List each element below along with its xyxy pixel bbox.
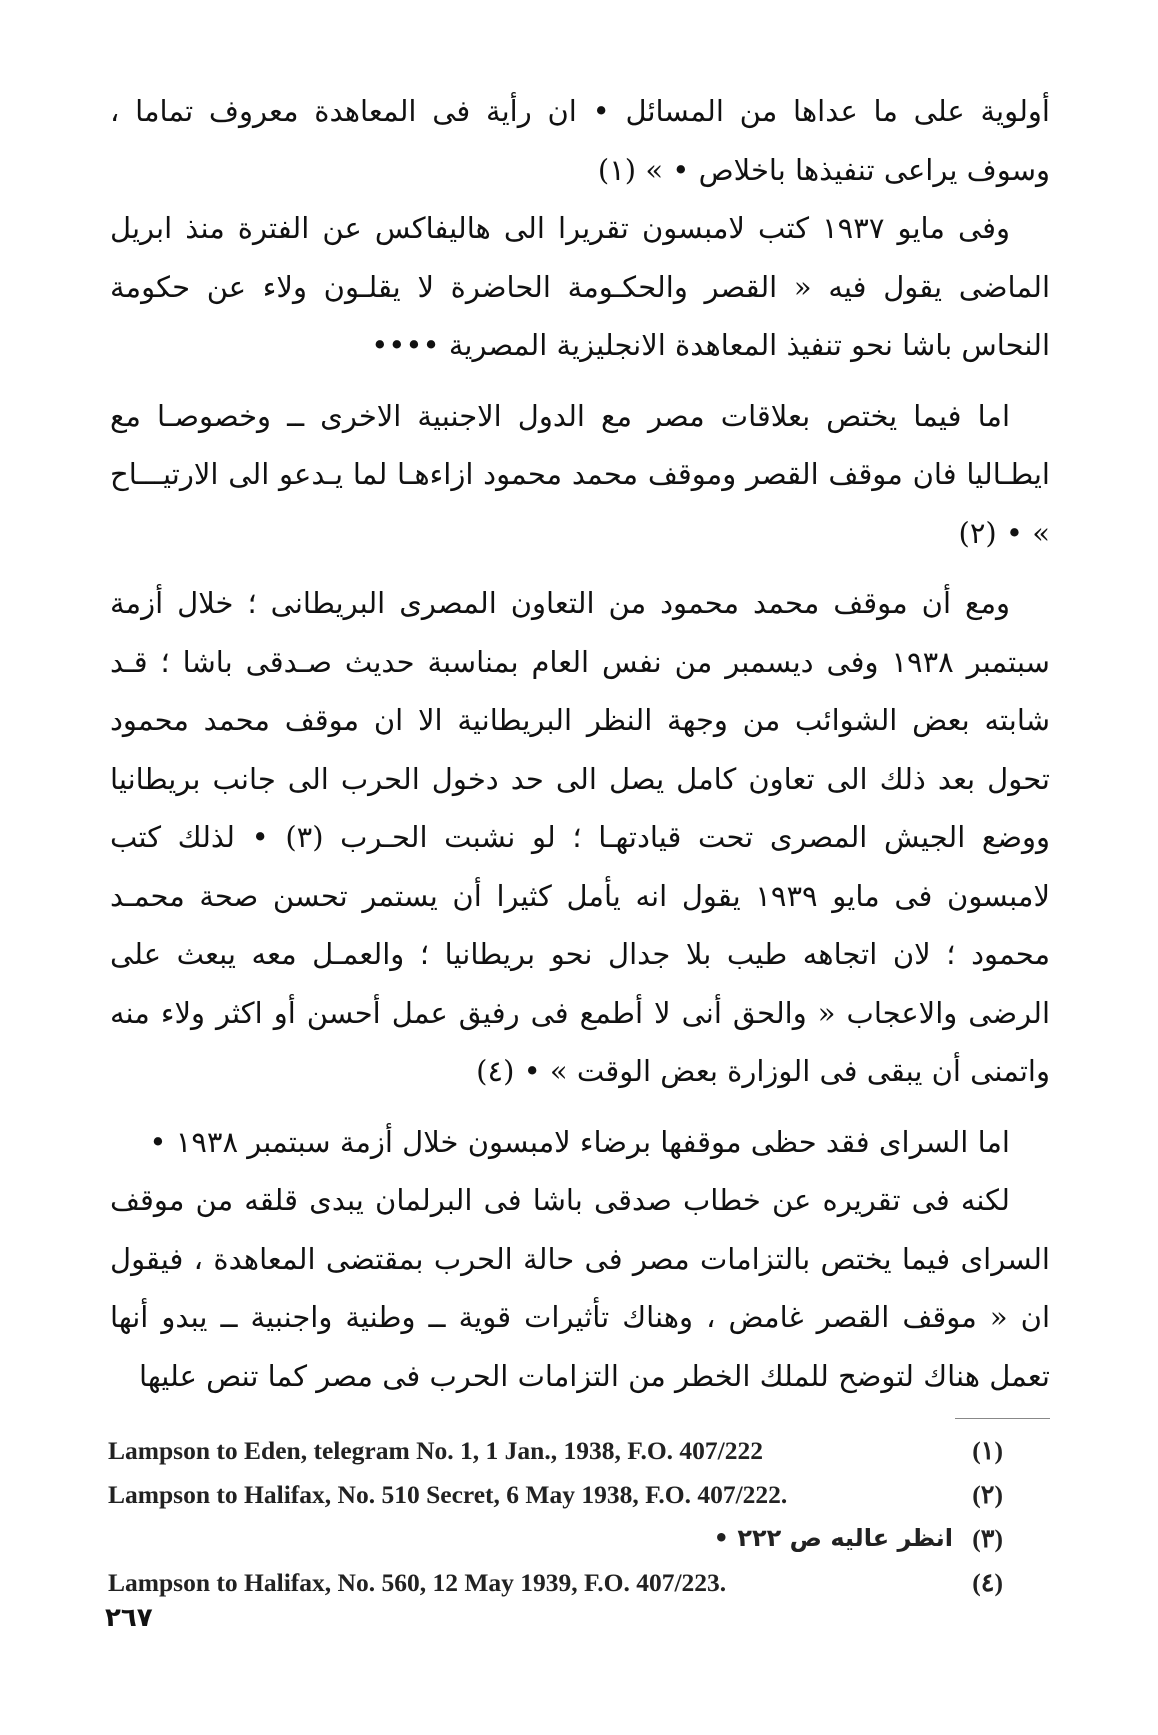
footnote-text: Lampson to Eden, telegram No. 1, 1 Jan., 1938, F.O. 407/222: [108, 1436, 763, 1465]
footnote-number: (٢): [972, 1480, 1003, 1509]
footnote-number: (٤): [972, 1568, 1003, 1597]
paragraph-4: ومع أن موقف محمد محمود من التعاون المصرى البريطانى ؛ خلال أزمة سبتمبر ١٩٣٨ وفى ديسمبر من نفس العام بمناسبة حديث صـدقى باشا ؛ قـد شابته بعض الشوائب من وجهة النظر البريطانية الا ان موقف محمد محمود تحول بعد ذلك الى تعاون كامل يصل الى حد دخول الحرب الى جانب بريطانيا ووضع الجيش المصرى تحت قيادتهـا ؛ لو نشبت الحـرب (٣) • لذلك كتب لامبسون فى مايو ١٩٣٩ يقول انه يأمل كثيرا أن يستمر تحسن صحة محمـد محمود ؛ لان اتجاهه طيب بلا جدال نحو بريطانيا ؛ والعمـل معه يبعث على الرضى والاعجاب « والحق أنى لا أطمع فى رفيق عمل أحسن أو اكثر ولاء منه واتمنى أن يبقى فى الوزارة بعض الوقت » • (٤): [110, 586, 1050, 1088]
paragraph-1: أولوية على ما عداها من المسائل • ان رأية فى المعاهدة معروف تماما ، وسوف يراعى تنفيذها باخلاص • » (١): [110, 94, 1050, 187]
footnotes: [108, 1430, 1003, 1606]
paragraph-5: اما السراى فقد حظى موقفها برضاء لامبسون خلال أزمة سبتمبر ١٩٣٨ •: [149, 1124, 1010, 1159]
footnote-2: [108, 1474, 1003, 1518]
main-text: [110, 82, 1050, 1405]
paragraph-2: وفى مايو ١٩٣٧ كتب لامبسون تقريرا الى هاليفاكس عن الفترة منذ ابريل الماضى يقول فيه « القصر والحكـومة الحاضرة لا يقلـون ولاء عن حكومة النحاس باشا نحو تنفيذ المعاهدة الانجليزية المصرية ••••: [110, 211, 1050, 362]
footnote-4: [108, 1562, 1003, 1606]
paragraph-3: اما فيما يختص بعلاقات مصر مع الدول الاجنبية الاخرى ــ وخصوصـا مع ايطـاليا فان موقف القصر وموقف محمد محمود ازاءهـا لما يـدعو الى الارتيـــاح » • (٢): [110, 398, 1050, 550]
footnote-text: انظر عاليه ص ٢٢٢ •: [713, 1524, 953, 1552]
footnote-number: (٣): [972, 1524, 1003, 1553]
page-number: ٢٦٧: [105, 1603, 153, 1633]
footnote-number: (١): [972, 1436, 1003, 1465]
footnote-3: [108, 1518, 1003, 1562]
footnote-text: Lampson to Halifax, No. 510 Secret, 6 May 1938, F.O. 407/222.: [108, 1480, 788, 1509]
footnote-1: [108, 1430, 1003, 1474]
footnote-text: Lampson to Halifax, No. 560, 12 May 1939, F.O. 407/223.: [108, 1568, 727, 1597]
footnote-divider: [955, 1418, 1050, 1419]
paragraph-6: لكنه فى تقريره عن خطاب صدقى باشا فى البرلمان يبدى قلقه من موقف السراى فيما يختص بالتزامات مصر فى حالة الحرب بمقتضى المعاهدة ، فيقول ان « موقف القصر غامض ، وهناك تأثيرات قوية ــ وطنية واجنبية ــ يبدو أنها تعمل هناك لتوضح للملك الخطر من التزامات الحرب فى مصر كما تنص عليها: [110, 1183, 1051, 1393]
